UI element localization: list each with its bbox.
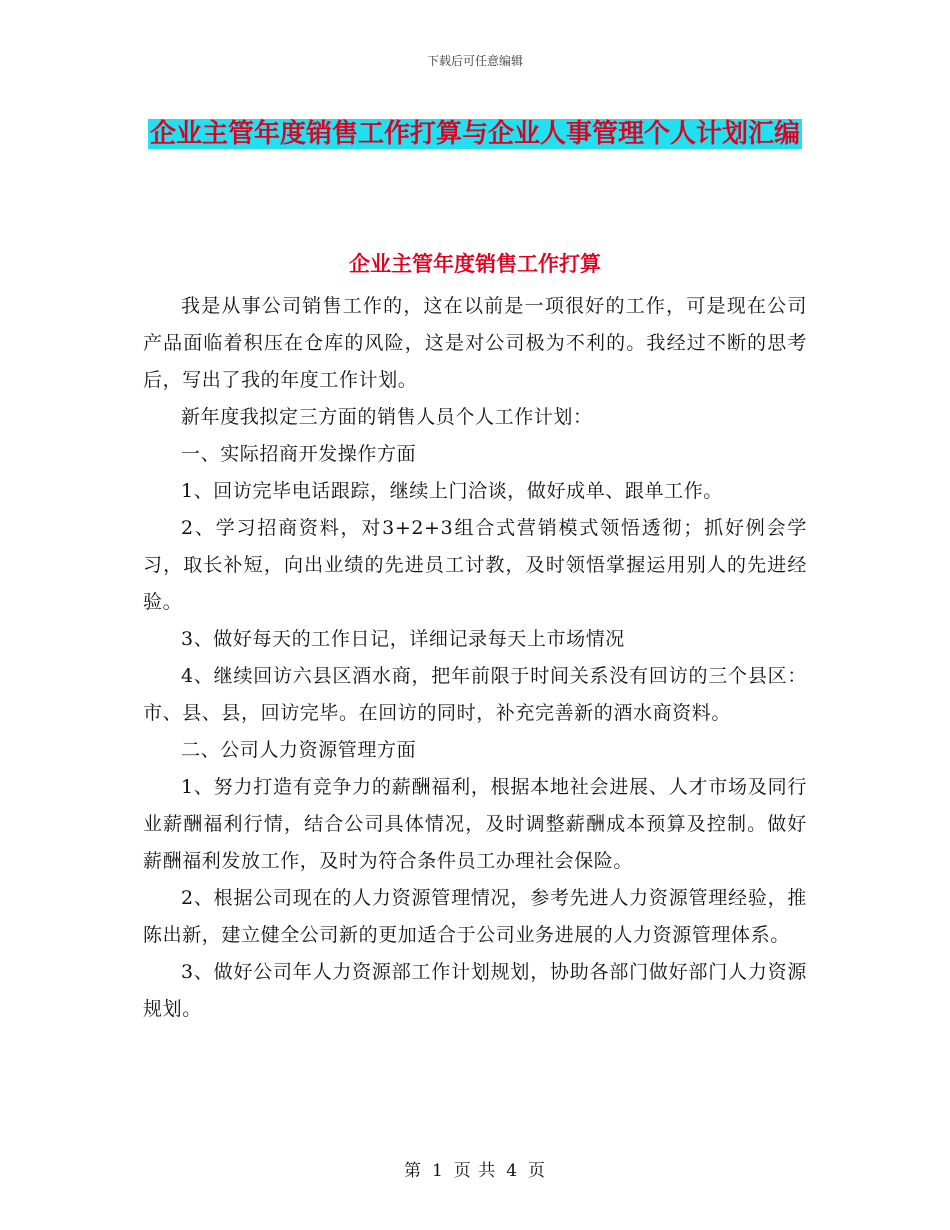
footer-page-number: 1: [431, 1161, 444, 1181]
page-header-note: 下载后可任意编辑: [426, 54, 523, 68]
paragraph: 二、公司人力资源管理方面: [181, 739, 417, 761]
paragraph: 3、做好每天的工作日记，详细记录每天上市场情况: [181, 628, 625, 650]
document-title: [140, 112, 810, 156]
paragraph: 4、继续回访六县区酒水商，把年前限于时间关系没有回访的三个县区：市、县、县，回访完毕。在回访的同时，补充完善新的酒水商资料。: [143, 665, 807, 724]
paragraph: 2、根据公司现在的人力资源管理情况，参考先进人力资源管理经验，推陈出新，建立健全公司新的更加适合于公司业务进展的人力资源管理体系。: [143, 887, 807, 946]
paragraph: 2、学习招商资料，对3+2+3组合式营销模式领悟透彻；抓好例会学习，取长补短，向出业绩的先进员工讨教，及时领悟掌握运用别人的先进经验。: [143, 517, 807, 613]
paragraph: 3、做好公司年人力资源部工作计划规划，协助各部门做好部门人力资源规划。: [143, 961, 807, 1020]
page-footer: [0, 1156, 950, 1181]
document-body: [143, 288, 807, 1028]
footer-total-pages: 4: [506, 1161, 519, 1181]
section-heading: 企业主管年度销售工作打算: [349, 251, 601, 276]
document-title-text: 企业主管年度销售工作打算与企业人事管理个人计划汇编: [149, 119, 800, 149]
paragraph: 1、努力打造有竞争力的薪酬福利，根据本地社会进展、人才市场及同行业薪酬福利行情，结合公司具体情况，及时调整薪酬成本预算及控制。做好薪酬福利发放工作，及时为符合条件员工办理社会保险。: [143, 776, 807, 872]
footer-prefix: 第: [403, 1161, 422, 1181]
paragraph: 1、回访完毕电话跟踪，继续上门洽谈，做好成单、跟单工作。: [181, 480, 723, 502]
paragraph: 我是从事公司销售工作的，这在以前是一项很好的工作，可是现在公司产品面临着积压在仓库的风险，这是对公司极为不利的。我经过不断的思考后，写出了我的年度工作计划。: [143, 295, 807, 391]
footer-suffix: 页: [528, 1161, 547, 1181]
paragraph: 一、实际招商开发操作方面: [181, 443, 417, 465]
footer-middle: 页 共: [453, 1161, 497, 1181]
paragraph: 新年度我拟定三方面的销售人员个人工作计划：: [181, 406, 593, 428]
